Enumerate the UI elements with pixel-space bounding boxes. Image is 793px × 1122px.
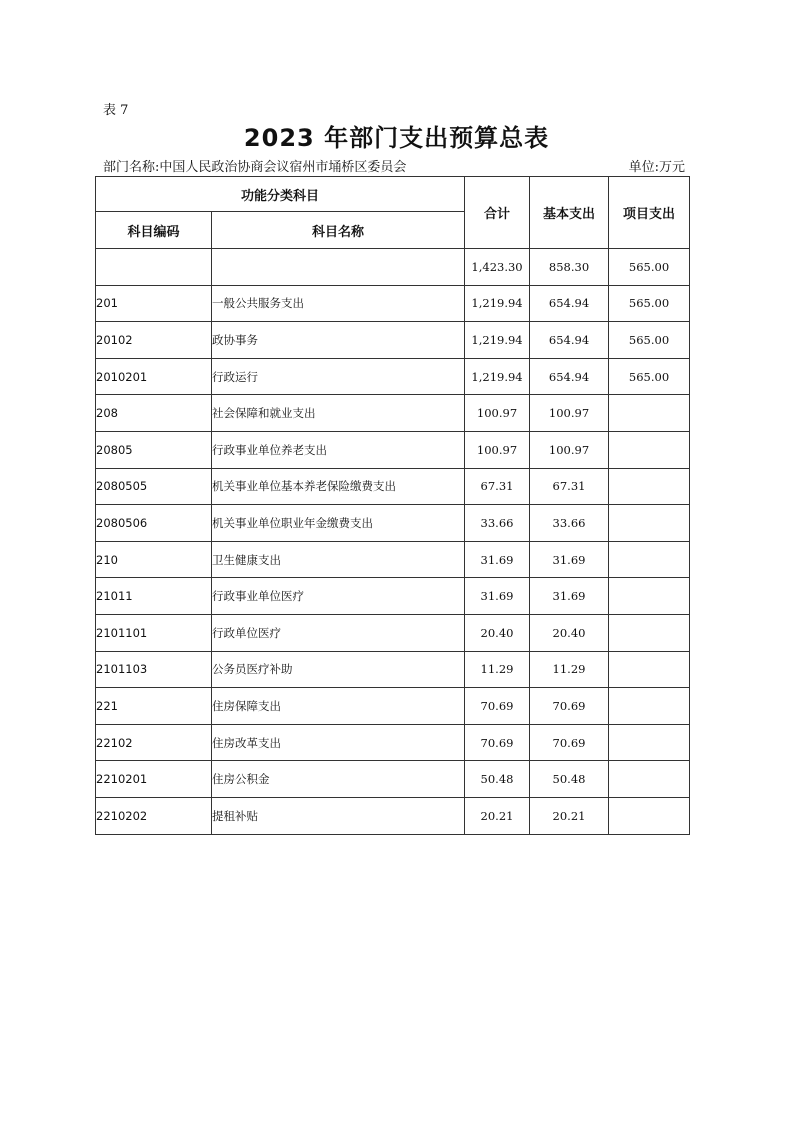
- row-basic: 654.94: [530, 358, 609, 395]
- row-project: [609, 395, 690, 432]
- row-total: 20.21: [465, 797, 530, 834]
- row-total: 1,423.30: [465, 249, 530, 286]
- row-basic: 31.69: [530, 578, 609, 615]
- row-name: 住房公积金: [212, 761, 465, 798]
- row-name: 行政单位医疗: [212, 614, 465, 651]
- table-row: [96, 285, 690, 322]
- table-row: [96, 797, 690, 834]
- table-row: [96, 541, 690, 578]
- row-name: 社会保障和就业支出: [212, 395, 465, 432]
- row-project: [609, 614, 690, 651]
- row-project: 565.00: [609, 358, 690, 395]
- table-row: [96, 395, 690, 432]
- row-total: 31.69: [465, 578, 530, 615]
- table-row: [96, 578, 690, 615]
- row-code: 20102: [96, 322, 212, 359]
- row-code: 21011: [96, 578, 212, 615]
- header-basic: 基本支出: [530, 177, 609, 249]
- row-code: [96, 249, 212, 286]
- row-project: [609, 431, 690, 468]
- row-basic: 654.94: [530, 322, 609, 359]
- row-basic: 50.48: [530, 761, 609, 798]
- row-total: 100.97: [465, 431, 530, 468]
- row-basic: 654.94: [530, 285, 609, 322]
- row-total: 1,219.94: [465, 322, 530, 359]
- row-project: [609, 797, 690, 834]
- row-name: [212, 249, 465, 286]
- row-project: [609, 578, 690, 615]
- row-name: 提租补贴: [212, 797, 465, 834]
- row-name: 住房保障支出: [212, 688, 465, 725]
- row-project: [609, 761, 690, 798]
- table-number: 表 7: [103, 103, 129, 118]
- row-total: 70.69: [465, 724, 530, 761]
- row-total: 1,219.94: [465, 285, 530, 322]
- row-code: 201: [96, 285, 212, 322]
- row-basic: 100.97: [530, 395, 609, 432]
- table-row: [96, 358, 690, 395]
- row-project: 565.00: [609, 249, 690, 286]
- row-basic: 70.69: [530, 688, 609, 725]
- row-code: 2080506: [96, 505, 212, 542]
- row-basic: 20.21: [530, 797, 609, 834]
- row-name: 一般公共服务支出: [212, 285, 465, 322]
- department-name: 部门名称:中国人民政治协商会议宿州市埇桥区委员会: [103, 160, 407, 175]
- row-basic: 11.29: [530, 651, 609, 688]
- row-code: 2010201: [96, 358, 212, 395]
- row-code: 22102: [96, 724, 212, 761]
- row-total: 31.69: [465, 541, 530, 578]
- row-code: 20805: [96, 431, 212, 468]
- table-row: [96, 249, 690, 286]
- row-project: [609, 505, 690, 542]
- table-row: [96, 468, 690, 505]
- row-total: 50.48: [465, 761, 530, 798]
- row-project: 565.00: [609, 322, 690, 359]
- row-name: 卫生健康支出: [212, 541, 465, 578]
- header-name: 科目名称: [212, 212, 465, 249]
- row-name: 行政事业单位养老支出: [212, 431, 465, 468]
- row-project: [609, 724, 690, 761]
- row-name: 机关事业单位基本养老保险缴费支出: [212, 468, 465, 505]
- row-basic: 31.69: [530, 541, 609, 578]
- table-row: [96, 761, 690, 798]
- row-name: 政协事务: [212, 322, 465, 359]
- row-basic: 858.30: [530, 249, 609, 286]
- row-code: 208: [96, 395, 212, 432]
- row-basic: 70.69: [530, 724, 609, 761]
- header-total: 合计: [465, 177, 530, 249]
- row-basic: 100.97: [530, 431, 609, 468]
- row-total: 67.31: [465, 468, 530, 505]
- table-row: [96, 505, 690, 542]
- row-name: 行政运行: [212, 358, 465, 395]
- row-total: 100.97: [465, 395, 530, 432]
- row-name: 住房改革支出: [212, 724, 465, 761]
- row-total: 33.66: [465, 505, 530, 542]
- row-total: 70.69: [465, 688, 530, 725]
- budget-table: [95, 176, 690, 835]
- row-project: [609, 541, 690, 578]
- row-basic: 67.31: [530, 468, 609, 505]
- row-code: 221: [96, 688, 212, 725]
- row-project: [609, 651, 690, 688]
- header-project: 项目支出: [609, 177, 690, 249]
- row-code: 2101103: [96, 651, 212, 688]
- row-total: 11.29: [465, 651, 530, 688]
- unit-label: 单位:万元: [628, 160, 685, 175]
- table-row: [96, 431, 690, 468]
- page-title: 2023 年部门支出预算总表: [243, 124, 550, 152]
- row-project: 565.00: [609, 285, 690, 322]
- row-basic: 33.66: [530, 505, 609, 542]
- table-row: [96, 322, 690, 359]
- header-code: 科目编码: [96, 212, 212, 249]
- row-name: 机关事业单位职业年金缴费支出: [212, 505, 465, 542]
- row-name: 行政事业单位医疗: [212, 578, 465, 615]
- table-body: [96, 249, 690, 835]
- table-row: [96, 651, 690, 688]
- table-row: [96, 724, 690, 761]
- row-basic: 20.40: [530, 614, 609, 651]
- table-row: [96, 688, 690, 725]
- table-row: [96, 614, 690, 651]
- header-function-class: 功能分类科目: [96, 177, 465, 212]
- row-total: 1,219.94: [465, 358, 530, 395]
- row-code: 2080505: [96, 468, 212, 505]
- row-code: 2101101: [96, 614, 212, 651]
- row-code: 210: [96, 541, 212, 578]
- row-total: 20.40: [465, 614, 530, 651]
- row-project: [609, 468, 690, 505]
- row-project: [609, 688, 690, 725]
- row-code: 2210201: [96, 761, 212, 798]
- row-code: 2210202: [96, 797, 212, 834]
- row-name: 公务员医疗补助: [212, 651, 465, 688]
